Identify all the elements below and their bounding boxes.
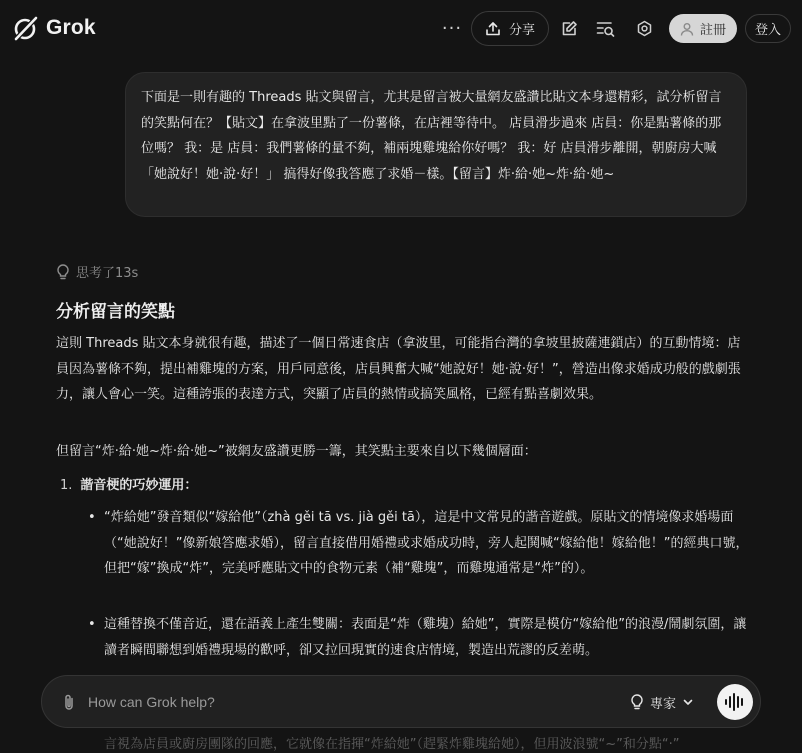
answer-paragraph: 但留言“炸·給·她~炸·給·她~”被網友盛讚更勝一籌，其笑點主要來自以下幾個層面： [56, 444, 537, 459]
upload-icon [485, 21, 501, 37]
answer-title: 分析留言的笑點 [56, 302, 175, 322]
paperclip-icon[interactable] [60, 693, 78, 713]
lightbulb-icon [56, 264, 70, 280]
prompt-input[interactable] [88, 688, 608, 716]
list-number: 1. [60, 478, 73, 493]
login-button[interactable]: 登入 [745, 14, 791, 43]
answer-paragraph: 這則 Threads 貼文本身就很有趣，描述了一個日常速食店（拿波里，可能指台灣的拿坡里披薩連鎖店）的互動情境：店員因為薯條不夠，提出補雞塊的方案，用戶同意後，店員興奮大喊“她說好！她·說·好！”，營造出像求婚成功般的戲劇張力，讓人會心一笑。這種誇張的表達方式，突顯了店員的熱情或搞笑風格，已經有點喜劇效果。 [56, 336, 741, 402]
bullet-dot: • [88, 510, 96, 525]
register-button[interactable] [669, 14, 737, 43]
list-item [60, 473, 197, 499]
top-bar [0, 0, 802, 58]
edit-icon [561, 20, 578, 37]
voice-icon [724, 692, 746, 712]
voice-button[interactable] [717, 684, 753, 720]
bullet-text: 這種替換不僅音近，還在語義上產生雙關：表面是“炸（雞塊）給她”，實際是模仿“嫁給他”的浪漫/鬧劇氛圍，讓讀者瞬間聯想到婚禮現場的歡呼，卻又拉回現實的速食店情境，製造出荒謬的反差萌。 [104, 617, 747, 658]
user-icon [680, 22, 694, 36]
history-icon [596, 20, 615, 37]
grok-logo-icon [12, 14, 40, 42]
thought-label: 思考了13s [76, 266, 139, 281]
list-heading: 諧音梗的巧妙運用： [80, 478, 198, 493]
grok-logo[interactable] [12, 14, 96, 42]
lightbulb-icon [630, 694, 644, 710]
bullet-text: “炸給她”發音類似“嫁給他”（zhà gěi tā vs. jià gěi tā），這是中文常見的諧音遊戲。原貼文的情境像求婚場面（“她說好！”像新娘答應求婚），留言直接借用婚禮或求婚成功時，旁人起鬨喊“嫁給他！嫁給他！”的經典口號，但把“嫁”換成“炸”，完美呼應貼文中的食物元素（補“雞塊”，而雞塊通常是“炸”的）。 [104, 510, 749, 576]
mode-label: 專家 [650, 696, 677, 712]
bullet-item [86, 505, 750, 582]
chevron-down-icon [682, 696, 694, 708]
gear-icon [636, 20, 653, 37]
scrolled-text: 言視為店員或廚房團隊的回應，它就像在指揮“炸給她”（趕緊炸雞塊給她），但用波浪號“~”和分點“·” [104, 737, 680, 752]
mode-selector[interactable] [630, 690, 694, 714]
app-name: Grok [46, 16, 96, 39]
message-composer [41, 675, 761, 728]
new-chat-button[interactable] [556, 14, 582, 42]
register-label: 註冊 [699, 23, 726, 38]
share-label: 分享 [508, 23, 535, 38]
history-button[interactable] [592, 14, 618, 42]
thought-toggle[interactable] [56, 262, 138, 281]
bullet-dot: • [88, 617, 96, 632]
bullet-item [86, 612, 750, 663]
user-message: 下面是一則有趣的 Threads 貼文與留言，尤其是留言被大量網友盛讚比貼文本身還精彩，試分析留言的笑點何在？【貼文】在拿波里點了一份薯條，在店裡等待中。 店員滑步過來 店員：你是點薯條的那位嗎？ 我：是 店員：我們薯條的量不夠，補兩塊雞塊給你好嗎？ 我：好 店員滑步離開，朝廚房大喊「她說好！她·說·好！」 搞得好像我答應了求婚－樣。【留言】炸·給·她~炸·給·她~ [125, 72, 747, 217]
share-button[interactable] [471, 11, 549, 46]
settings-button[interactable] [631, 14, 657, 42]
more-button[interactable]: ··· [441, 17, 463, 39]
